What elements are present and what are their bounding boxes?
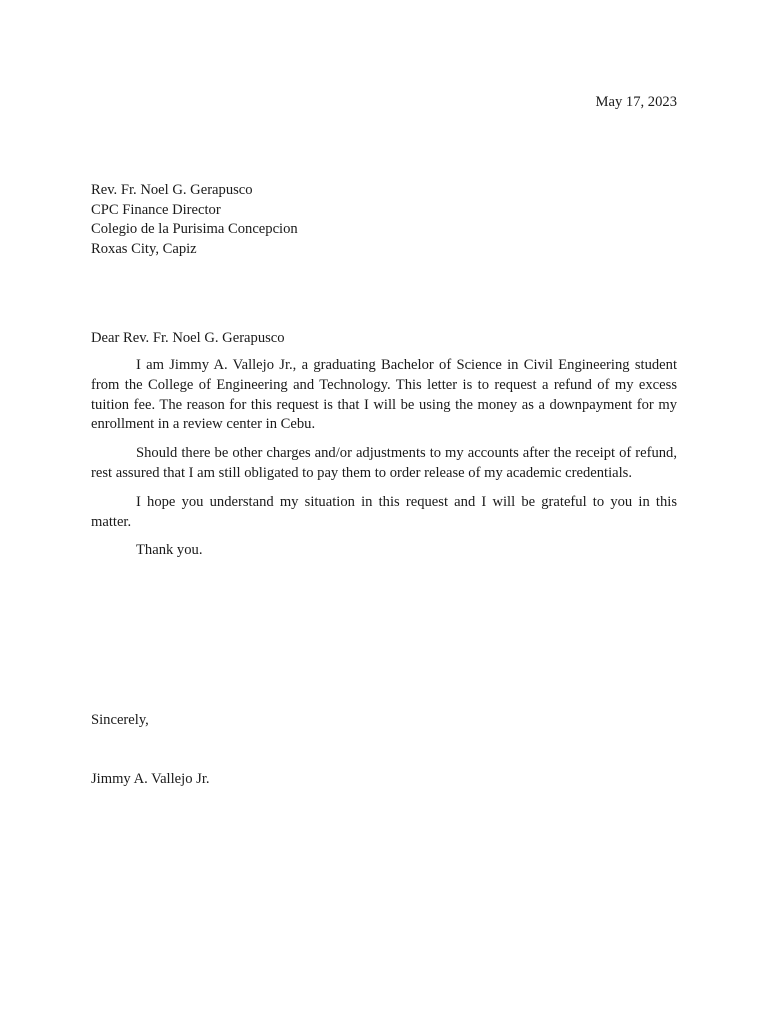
- recipient-institution: Colegio de la Purisima Concepcion: [91, 221, 298, 238]
- recipient-title: CPC Finance Director: [91, 201, 221, 218]
- body-paragraph-obligation: Should there be other charges and/or adjustments to my accounts after the receipt of refund, rest assured that I am still obligated to pay them to order release of my academic credentials.: [91, 445, 677, 481]
- closing: Sincerely,: [91, 712, 149, 728]
- letter-date: May 17, 2023: [595, 94, 677, 110]
- recipient-name: Rev. Fr. Noel G. Gerapusco: [91, 182, 253, 198]
- letter-body: [91, 356, 677, 570]
- signature-name: Jimmy A. Vallejo Jr.: [91, 771, 210, 787]
- recipient-location: Roxas City, Capiz: [91, 240, 197, 257]
- body-paragraph-thanks: Thank you.: [136, 542, 203, 559]
- recipient-address-block: [91, 181, 298, 259]
- body-paragraph-gratitude: I hope you understand my situation in this request and I will be grateful to you in this matter.: [91, 493, 677, 530]
- body-paragraph-intro: I am Jimmy A. Vallejo Jr., a graduating Bachelor of Science in Civil Engineering student from the College of Engineering and Technology. This letter is to request a refund of my excess tuition fee. The reason for this request is that I will be using the money as a downpayment for my enrollment in a review center in Cebu.: [91, 357, 677, 433]
- salutation: Dear Rev. Fr. Noel G. Gerapusco: [91, 330, 285, 346]
